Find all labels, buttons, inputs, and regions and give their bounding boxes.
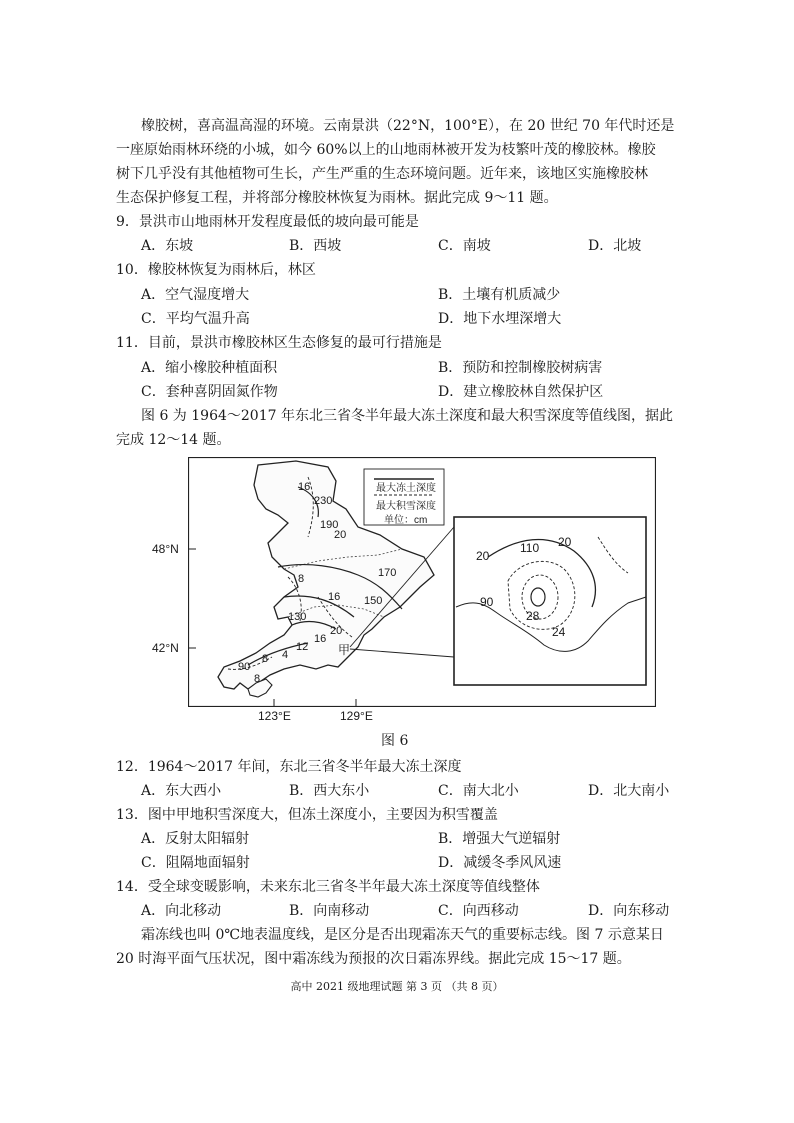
isoline-label: 12 — [296, 641, 309, 653]
isoline-label: 8 — [298, 573, 305, 585]
q9-option-a[interactable]: A．东坡 — [141, 238, 194, 254]
inset-isoline-label: 90 — [480, 595, 494, 609]
question-11-stem: 11．目前，景洪市橡胶林区生态修复的最可行措施是 — [116, 335, 442, 351]
lon-label-123: 123°E — [258, 709, 291, 723]
inset-isoline-label: 28 — [526, 609, 540, 623]
q10-option-c[interactable]: C．平均气温升高 — [141, 311, 250, 327]
question-10-stem: 10．橡胶林恢复为雨林后，林区 — [116, 262, 316, 278]
intro-line-4: 生态保护修复工程，并将部分橡胶林恢复为雨林。据此完成 9～11 题。 — [116, 190, 558, 206]
q13-option-d[interactable]: D．减缓冬季风风速 — [438, 855, 562, 871]
q12-option-a[interactable]: A．东大西小 — [141, 783, 222, 799]
figure-6-map — [152, 457, 656, 723]
legend-frost-label: 最大冻土深度 — [376, 483, 436, 494]
inset-isoline-label: 24 — [552, 625, 566, 639]
q10-option-a[interactable]: A．空气湿度增大 — [141, 287, 250, 303]
q13-option-c[interactable]: C．阻隔地面辐射 — [141, 855, 250, 871]
lat-label-48: 48°N — [152, 542, 179, 556]
q14-option-b[interactable]: B．向南移动 — [289, 903, 370, 919]
page-footer: 高中 2021 级地理试题 第 3 页 （共 8 页） — [290, 980, 504, 993]
question-9-stem: 9．景洪市山地雨林开发程度最低的坡向最可能是 — [116, 214, 419, 230]
map-svg — [188, 457, 656, 707]
q9-option-d[interactable]: D．北坡 — [588, 238, 642, 254]
isoline-label: 190 — [320, 519, 339, 531]
intro-line-1: 橡胶树，喜高温高湿的环境。云南景洪（22°N，100°E），在 20 世纪 70 年代时还是 — [141, 118, 675, 134]
inset-isoline-label: 110 — [520, 541, 540, 555]
question-12-stem: 12．1964～2017 年间，东北三省冬半年最大冻土深度 — [116, 759, 462, 775]
lat-label-42: 42°N — [152, 641, 179, 655]
q11-option-b[interactable]: B．预防和控制橡胶树病害 — [438, 360, 603, 376]
intro-line-3: 树下几乎没有其他植物可生长，产生严重的生态环境问题。近年来，该地区实施橡胶林 — [116, 166, 648, 182]
q12-option-b[interactable]: B．西大东小 — [289, 783, 370, 799]
isoline-label: 130 — [288, 611, 307, 623]
isoline-label: 16 — [298, 481, 311, 493]
outro-line-1: 霜冻线也叫 0℃地表温度线，是区分是否出现霜冻天气的重要标志线。图 7 示意某日 — [141, 927, 664, 943]
outro-line-2: 20 时海平面气压状况，图中霜冻线为预报的次日霜冻界线。据此完成 15～17 题。 — [116, 951, 631, 967]
isoline-label: 8 — [254, 673, 261, 685]
isoline-label: 20 — [330, 625, 343, 637]
isoline-label: 4 — [282, 649, 289, 661]
fig6-intro-line-2: 完成 12～14 题。 — [116, 432, 231, 448]
q11-option-a[interactable]: A．缩小橡胶种植面积 — [141, 360, 278, 376]
figure-6-caption: 图 6 — [381, 733, 409, 749]
inset-isoline-label: 20 — [476, 549, 490, 563]
inset-isoline-label: 20 — [558, 535, 572, 549]
q14-option-c[interactable]: C．向西移动 — [438, 903, 519, 919]
isoline-label: 16 — [328, 591, 341, 603]
q9-option-c[interactable]: C．南坡 — [438, 238, 491, 254]
lon-label-129: 129°E — [340, 709, 373, 723]
isoline-label: 16 — [314, 633, 327, 645]
q10-option-d[interactable]: D．地下水埋深增大 — [438, 311, 562, 327]
isoline-label: 20 — [334, 529, 347, 541]
q11-option-d[interactable]: D．建立橡胶林自然保护区 — [438, 384, 604, 400]
fig6-intro-line-1: 图 6 为 1964～2017 年东北三省冬半年最大冻土深度和最大积雪深度等值线图，据此 — [141, 408, 673, 424]
q13-option-a[interactable]: A．反射太阳辐射 — [141, 831, 250, 847]
q10-option-b[interactable]: B．土壤有机质减少 — [438, 287, 561, 303]
intro-line-2: 一座原始雨林环绕的小城，如今 60%以上的山地雨林被开发为枝繁叶茂的橡胶林。橡胶 — [116, 142, 656, 158]
legend-unit-label: 单位：cm — [384, 515, 428, 526]
location-jia: 甲 — [338, 643, 351, 657]
q14-option-a[interactable]: A．向北移动 — [141, 903, 222, 919]
isoline-label: 8 — [262, 653, 269, 665]
isoline-label: 90 — [238, 661, 251, 673]
question-14-stem: 14．受全球变暖影响，未来东北三省冬半年最大冻土深度等值线整体 — [116, 879, 540, 895]
legend-snow-label: 最大积雪深度 — [376, 501, 436, 512]
q12-option-c[interactable]: C．南大北小 — [438, 783, 519, 799]
question-13-stem: 13．图中甲地积雪深度大，但冻土深度小，主要因为积雪覆盖 — [116, 807, 498, 823]
q13-option-b[interactable]: B．增强大气逆辐射 — [438, 831, 561, 847]
q14-option-d[interactable]: D．向东移动 — [588, 903, 670, 919]
q11-option-c[interactable]: C．套种喜阴固氮作物 — [141, 384, 278, 400]
isoline-label: 230 — [314, 495, 333, 507]
isoline-label: 150 — [364, 595, 383, 607]
q9-option-b[interactable]: B．西坡 — [289, 238, 342, 254]
q12-option-d[interactable]: D．北大南小 — [588, 783, 670, 799]
isoline-label: 170 — [378, 567, 397, 579]
